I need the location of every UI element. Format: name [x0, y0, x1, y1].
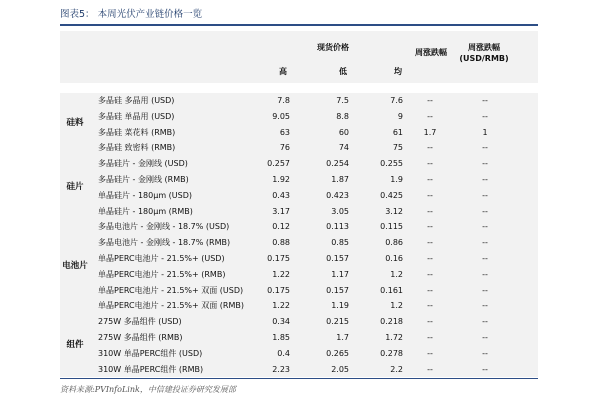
weekly-change: --: [427, 222, 433, 232]
weekly-change: --: [427, 206, 433, 216]
header-low: 低: [339, 67, 347, 76]
price-low: 0.157: [326, 254, 349, 263]
price-avg: 2.2: [390, 364, 403, 374]
product-name: 310W 单晶PERC组件 (USD): [98, 348, 203, 358]
price-low: 1.7: [336, 333, 349, 342]
price-avg: 0.218: [380, 317, 403, 327]
weekly-change: --: [427, 301, 433, 311]
weekly-change-usd: --: [482, 222, 488, 232]
weekly-change: --: [427, 364, 433, 374]
price-low: 3.05: [331, 206, 349, 216]
weekly-change: --: [427, 254, 433, 263]
price-low: 0.113: [326, 222, 349, 232]
product-name: 多晶硅 菜花料 (RMB): [98, 127, 176, 137]
weekly-change-usd: --: [482, 364, 488, 374]
table-row: [0, 235, 595, 251]
price-avg: 0.115: [380, 222, 403, 232]
weekly-change-usd: --: [482, 111, 488, 121]
weekly-change-usd: --: [482, 143, 488, 153]
header-weekly-change: 周涨跌幅: [415, 48, 447, 57]
price-low: 0.265: [326, 348, 349, 358]
price-avg: 0.255: [380, 159, 403, 169]
price-avg: 9: [397, 111, 403, 121]
price-high: 0.43: [272, 190, 290, 200]
top-rule: [60, 24, 538, 26]
product-name: 275W 多晶组件 (USD): [98, 317, 182, 327]
table-row: [0, 93, 595, 109]
category-cell: 电池片: [62, 261, 88, 271]
bottom-rule: [60, 378, 538, 379]
weekly-change-usd: --: [482, 206, 488, 216]
header-avg: 均: [394, 67, 402, 76]
price-high: 1.22: [272, 269, 290, 279]
weekly-change: --: [427, 111, 433, 121]
weekly-change: --: [427, 317, 433, 327]
weekly-change: --: [427, 348, 433, 358]
price-low: 7.5: [336, 96, 349, 105]
product-name: 310W 单晶PERC组件 (RMB): [98, 364, 204, 374]
source-note: 资料来源:PVInfoLink，中信建投证券研究发展部: [60, 385, 236, 394]
category-silicon-material: 硅料: [66, 118, 84, 128]
weekly-change-usd: --: [482, 254, 488, 263]
category-wafer: 硅片: [66, 182, 84, 192]
price-avg: 3.12: [385, 206, 403, 216]
product-name: 多晶硅片 - 金刚线 (RMB): [98, 175, 189, 184]
table-row: [0, 156, 595, 172]
price-low: 0.215: [326, 317, 349, 327]
table-row: [0, 283, 595, 299]
header-weekly-change-usd: 周涨跌幅: [468, 43, 500, 52]
price-high: 0.175: [267, 285, 290, 295]
weekly-change: --: [427, 175, 433, 184]
price-high: 1.85: [272, 333, 290, 342]
price-low: 74: [338, 143, 349, 153]
product-name: 单晶PERC电池片 - 21.5%+ (RMB): [98, 269, 226, 279]
price-high: 3.17: [272, 206, 290, 216]
product-name: 单晶PERC电池片 - 21.5%+ (USD): [98, 254, 225, 263]
weekly-change: --: [427, 96, 433, 105]
price-avg: 0.425: [380, 190, 403, 200]
weekly-change-usd: --: [482, 190, 488, 200]
product-name: 单晶PERC电池片 - 21.5%+ 双面 (USD): [98, 285, 244, 295]
price-high: 7.8: [277, 96, 290, 105]
price-low: 0.423: [326, 190, 349, 200]
weekly-change-usd: --: [482, 269, 488, 279]
price-high: 0.12: [272, 222, 290, 232]
price-low: 1.17: [331, 269, 349, 279]
weekly-change: --: [427, 159, 433, 169]
price-high: 0.4: [277, 348, 290, 358]
price-high: 9.05: [272, 111, 290, 121]
product-name: 单晶PERC电池片 - 21.5%+ 双面 (RMB): [98, 301, 244, 311]
price-high: 1.22: [272, 301, 290, 311]
product-name: 多晶硅 单晶用 (USD): [98, 111, 175, 121]
table-row: [0, 219, 595, 235]
price-avg: 1.9: [390, 175, 403, 184]
price-avg: 1.72: [385, 333, 403, 342]
price-high: 0.88: [272, 238, 290, 248]
price-avg: 0.86: [385, 238, 403, 248]
price-avg: 0.16: [385, 254, 403, 263]
weekly-change-usd: --: [482, 96, 488, 105]
price-avg: 7.6: [390, 96, 403, 105]
header-high: 高: [279, 67, 287, 76]
weekly-change: --: [427, 143, 433, 153]
table-row: [0, 204, 595, 220]
price-low: 0.85: [331, 238, 349, 248]
price-high: 1.92: [272, 175, 290, 184]
weekly-change-usd: --: [482, 317, 488, 327]
product-name: 多晶电池片 - 金刚线 - 18.7% (USD): [98, 222, 230, 232]
weekly-change-usd: --: [482, 159, 488, 169]
product-name: 275W 多晶组件 (RMB): [98, 333, 183, 342]
weekly-change: 1.7: [423, 127, 437, 137]
price-low: 1.87: [331, 175, 349, 184]
weekly-change-usd: --: [482, 175, 488, 184]
table-row: [0, 362, 595, 378]
weekly-change-usd: --: [482, 348, 488, 358]
price-low: 0.157: [326, 285, 349, 295]
price-avg: 0.278: [380, 348, 403, 358]
product-name: 多晶硅 致密料 (RMB): [98, 143, 176, 153]
header-weekly-change-usd-unit: (USD/RMB): [459, 54, 509, 63]
product-name: 单晶硅片 - 180μm (RMB): [98, 206, 193, 216]
figure-title: 图表5： 本周光伏产业链价格一览: [60, 9, 203, 20]
price-avg: 0.161: [380, 285, 403, 295]
weekly-change: --: [427, 285, 433, 295]
category-module: 组件: [66, 340, 84, 350]
price-avg: 61: [392, 127, 403, 137]
table-row: [0, 298, 595, 314]
weekly-change: --: [427, 238, 433, 248]
product-name: 多晶电池片 - 金刚线 - 18.7% (RMB): [98, 238, 231, 248]
price-low: 8.8: [336, 111, 349, 121]
weekly-change: --: [427, 333, 433, 342]
product-name: 多晶硅片 - 金刚线 (USD): [98, 159, 188, 169]
price-low: 60: [338, 127, 349, 137]
price-high: 63: [279, 127, 290, 137]
weekly-change-usd: --: [482, 333, 488, 342]
price-avg: 75: [392, 143, 403, 153]
weekly-change-usd: --: [482, 301, 488, 311]
table-row: [0, 314, 595, 330]
weekly-change-usd: 1: [482, 127, 488, 137]
weekly-change: --: [427, 269, 433, 279]
price-low: 0.254: [326, 159, 349, 169]
weekly-change: --: [427, 190, 433, 200]
price-high: 0.34: [272, 317, 290, 327]
price-avg: 1.2: [390, 269, 403, 279]
price-avg: 1.2: [390, 301, 403, 311]
price-high: 2.23: [272, 364, 290, 374]
table-row: [0, 140, 595, 156]
header-spot-price: 现货价格: [317, 43, 349, 52]
weekly-change-usd: --: [482, 285, 488, 295]
price-low: 1.19: [331, 301, 349, 311]
product-name: 多晶硅 多晶用 (USD): [98, 96, 175, 105]
weekly-change-usd: --: [482, 238, 488, 248]
product-name: 单晶硅片 - 180μm (USD): [98, 190, 193, 200]
price-high: 76: [279, 143, 290, 153]
price-high: 0.257: [267, 159, 290, 169]
price-high: 0.175: [267, 254, 290, 263]
price-low: 2.05: [331, 364, 349, 374]
